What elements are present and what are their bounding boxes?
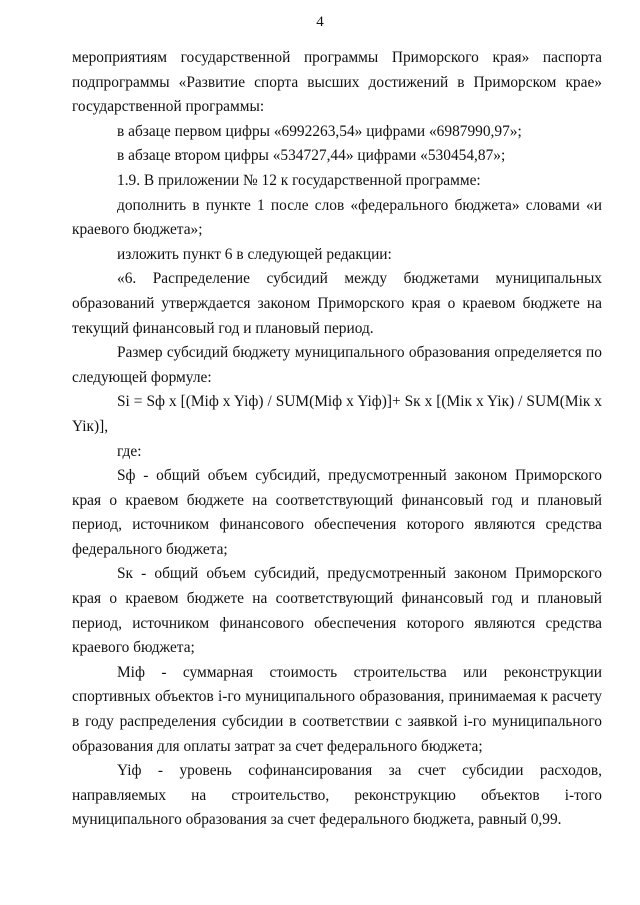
paragraph-8: Размер субсидий бюджету муниципального образования определяется по следующей формуле: bbox=[72, 344, 602, 386]
paragraph-1: мероприятиям государственной программы Приморского края» паспорта подпрограммы «Развитие спорта высших достижений в Приморском крае» государственной программы: bbox=[72, 49, 602, 116]
paragraph-7: «6. Распределение субсидий между бюджетами муниципальных образований утверждается законом Приморского края о краевом бюджете на текущий финансовый год и плановый период. bbox=[72, 270, 602, 337]
paragraph-6: изложить пункт 6 в следующей редакции: bbox=[117, 245, 392, 263]
definition-y-if: Yiф - уровень софинансирования за счет субсидии расходов, направляемых на строительство, реконструкцию объектов i-того муниципального образования за счет федерального бюджета, равный 0,99. bbox=[72, 762, 602, 829]
paragraph-5: дополнить в пункте 1 после слов «федерального бюджета» словами «и краевого бюджета»; bbox=[72, 196, 602, 239]
document-body bbox=[72, 46, 602, 833]
formula: Si = Sф x [(Miф x Yiф) / SUM(Miф x Yiф)]+ Sк x [(Miк x Yiк) / SUM(Miк x Yiк)], bbox=[72, 393, 602, 435]
definition-s-k: Sк - общий объем субсидий, предусмотренный законом Приморского края о краевом бюджете на соответствующий финансовый год и плановый период, источником финансового обеспечения которого являются средства краевого бюджета; bbox=[72, 565, 602, 657]
paragraph-3: в абзаце втором цифры «534727,44» цифрами «530454,87»; bbox=[117, 147, 506, 165]
definition-s-f: Sф - общий объем субсидий, предусмотренный законом Приморского края о краевом бюджете на соответствующий финансовый год и плановый период, источником финансового обеспечения которого являются средства федерального бюджета; bbox=[72, 467, 602, 558]
definition-m-if: Miф - суммарная стоимость строительства или реконструкции спортивных объектов i-го муниципального образования, принимаемая к расчету в году распределения субсидии в соответствии с заявкой i-го муниципального образования для оплаты затрат за счет федерального бюджета; bbox=[72, 663, 602, 755]
paragraph-2: в абзаце первом цифры «6992263,54» цифрами «6987990,97»; bbox=[117, 122, 522, 140]
paragraph-4: 1.9. В приложении № 12 к государственной программе: bbox=[117, 171, 481, 189]
paragraph-where: где: bbox=[117, 442, 142, 460]
page-number: 4 bbox=[316, 14, 324, 30]
